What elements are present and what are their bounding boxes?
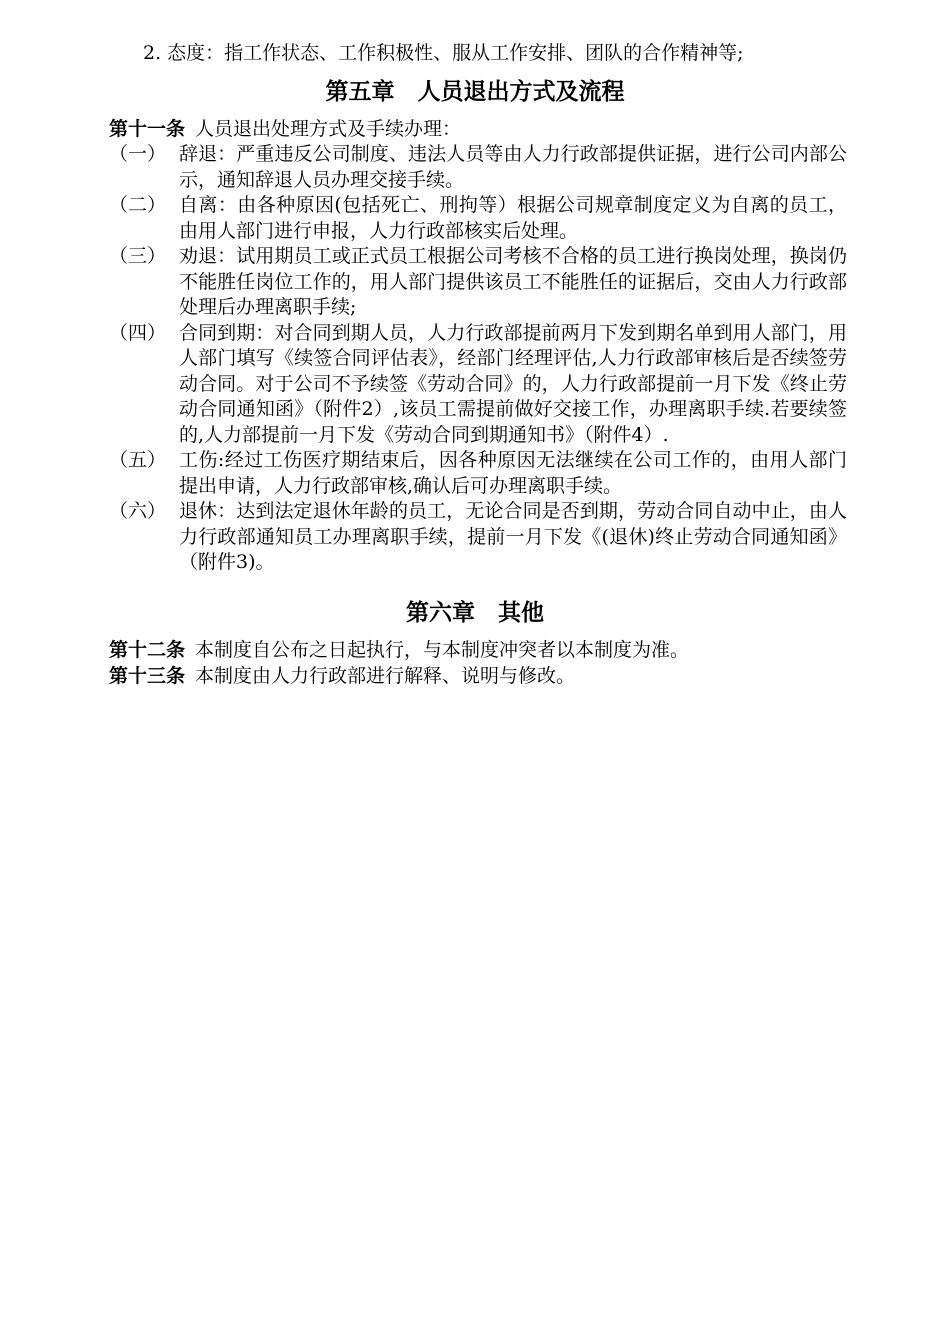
clause-2-number: （二） — [109, 194, 167, 216]
intro-list-item: 2. 态度：指工作状态、工作积极性、服从工作安排、团队的合作精神等; — [143, 42, 744, 64]
clause-2 — [109, 193, 849, 244]
clause-5-text: 工伤:经过工伤医疗期结束后，因各种原因无法继续在公司工作的，由用人部门提出申请，人力行政部审核,确认后可办理离职手续。 — [179, 449, 847, 497]
clause-4-text: 合同到期：对合同到期人员，人力行政部提前两月下发到期名单到用人部门，用人部门填写《续签合同评估表》，经部门经理评估,人力行政部审核后是否续签劳动合同。对于公司不予续签《劳动合同》的，人力行政部提前一月下发《终止劳动合同通知函》（附件2）,该员工需提前做好交接工作，办理离职手续.若要续签的,人力部提前一月下发《劳动合同到期通知书》（附件4）. — [179, 321, 847, 446]
article-12-number: 第十二条 — [109, 639, 186, 661]
clause-6-number: （六） — [109, 500, 167, 522]
clause-6-text: 退休：达到法定退休年龄的员工，无论合同是否到期，劳动合同自动中止，由人力行政部通知员工办理离职手续，提前一月下发《(退休)终止劳动合同通知函》（附件3)。 — [179, 500, 847, 573]
clause-4 — [109, 321, 849, 449]
clause-5 — [109, 448, 849, 499]
clause-1-text: 辞退：严重违反公司制度、违法人员等由人力行政部提供证据，进行公司内部公示，通知辞退人员办理交接手续。 — [179, 143, 847, 191]
article-11-number: 第十一条 — [109, 118, 186, 140]
article-11-text: 人员退出处理方式及手续办理： — [195, 118, 462, 140]
article-12-text: 本制度自公布之日起执行，与本制度冲突者以本制度为准。 — [195, 639, 690, 661]
clause-5-number: （五） — [109, 449, 167, 471]
chapter-5-heading: 第五章 人员退出方式及流程 — [325, 79, 625, 105]
article-12 — [109, 638, 689, 663]
clause-1-number: （一） — [109, 143, 167, 165]
chapter-6-heading: 第六章 其他 — [406, 600, 544, 626]
clause-4-number: （四） — [109, 321, 167, 344]
article-11 — [109, 117, 461, 142]
clause-6 — [109, 499, 849, 576]
clause-2-text: 自离：由各种原因(包括死亡、刑拘等）根据公司规章制度定义为自离的员工，由用人部门进行申报，人力行政部核实后处理。 — [179, 194, 847, 242]
article-13-number: 第十三条 — [109, 665, 186, 687]
clause-3-number: （三） — [109, 245, 167, 267]
clause-3 — [109, 244, 849, 321]
clause-1 — [109, 142, 849, 193]
clause-list — [109, 142, 849, 576]
article-13-text: 本制度由人力行政部进行解释、说明与修改。 — [195, 665, 576, 687]
article-13 — [109, 664, 575, 689]
clause-3-text: 劝退：试用期员工或正式员工根据公司考核不合格的员工进行换岗处理，换岗仍不能胜任岗位工作的，用人部门提供该员工不能胜任的证据后，交由人力行政部处理后办理离职手续; — [179, 245, 847, 318]
